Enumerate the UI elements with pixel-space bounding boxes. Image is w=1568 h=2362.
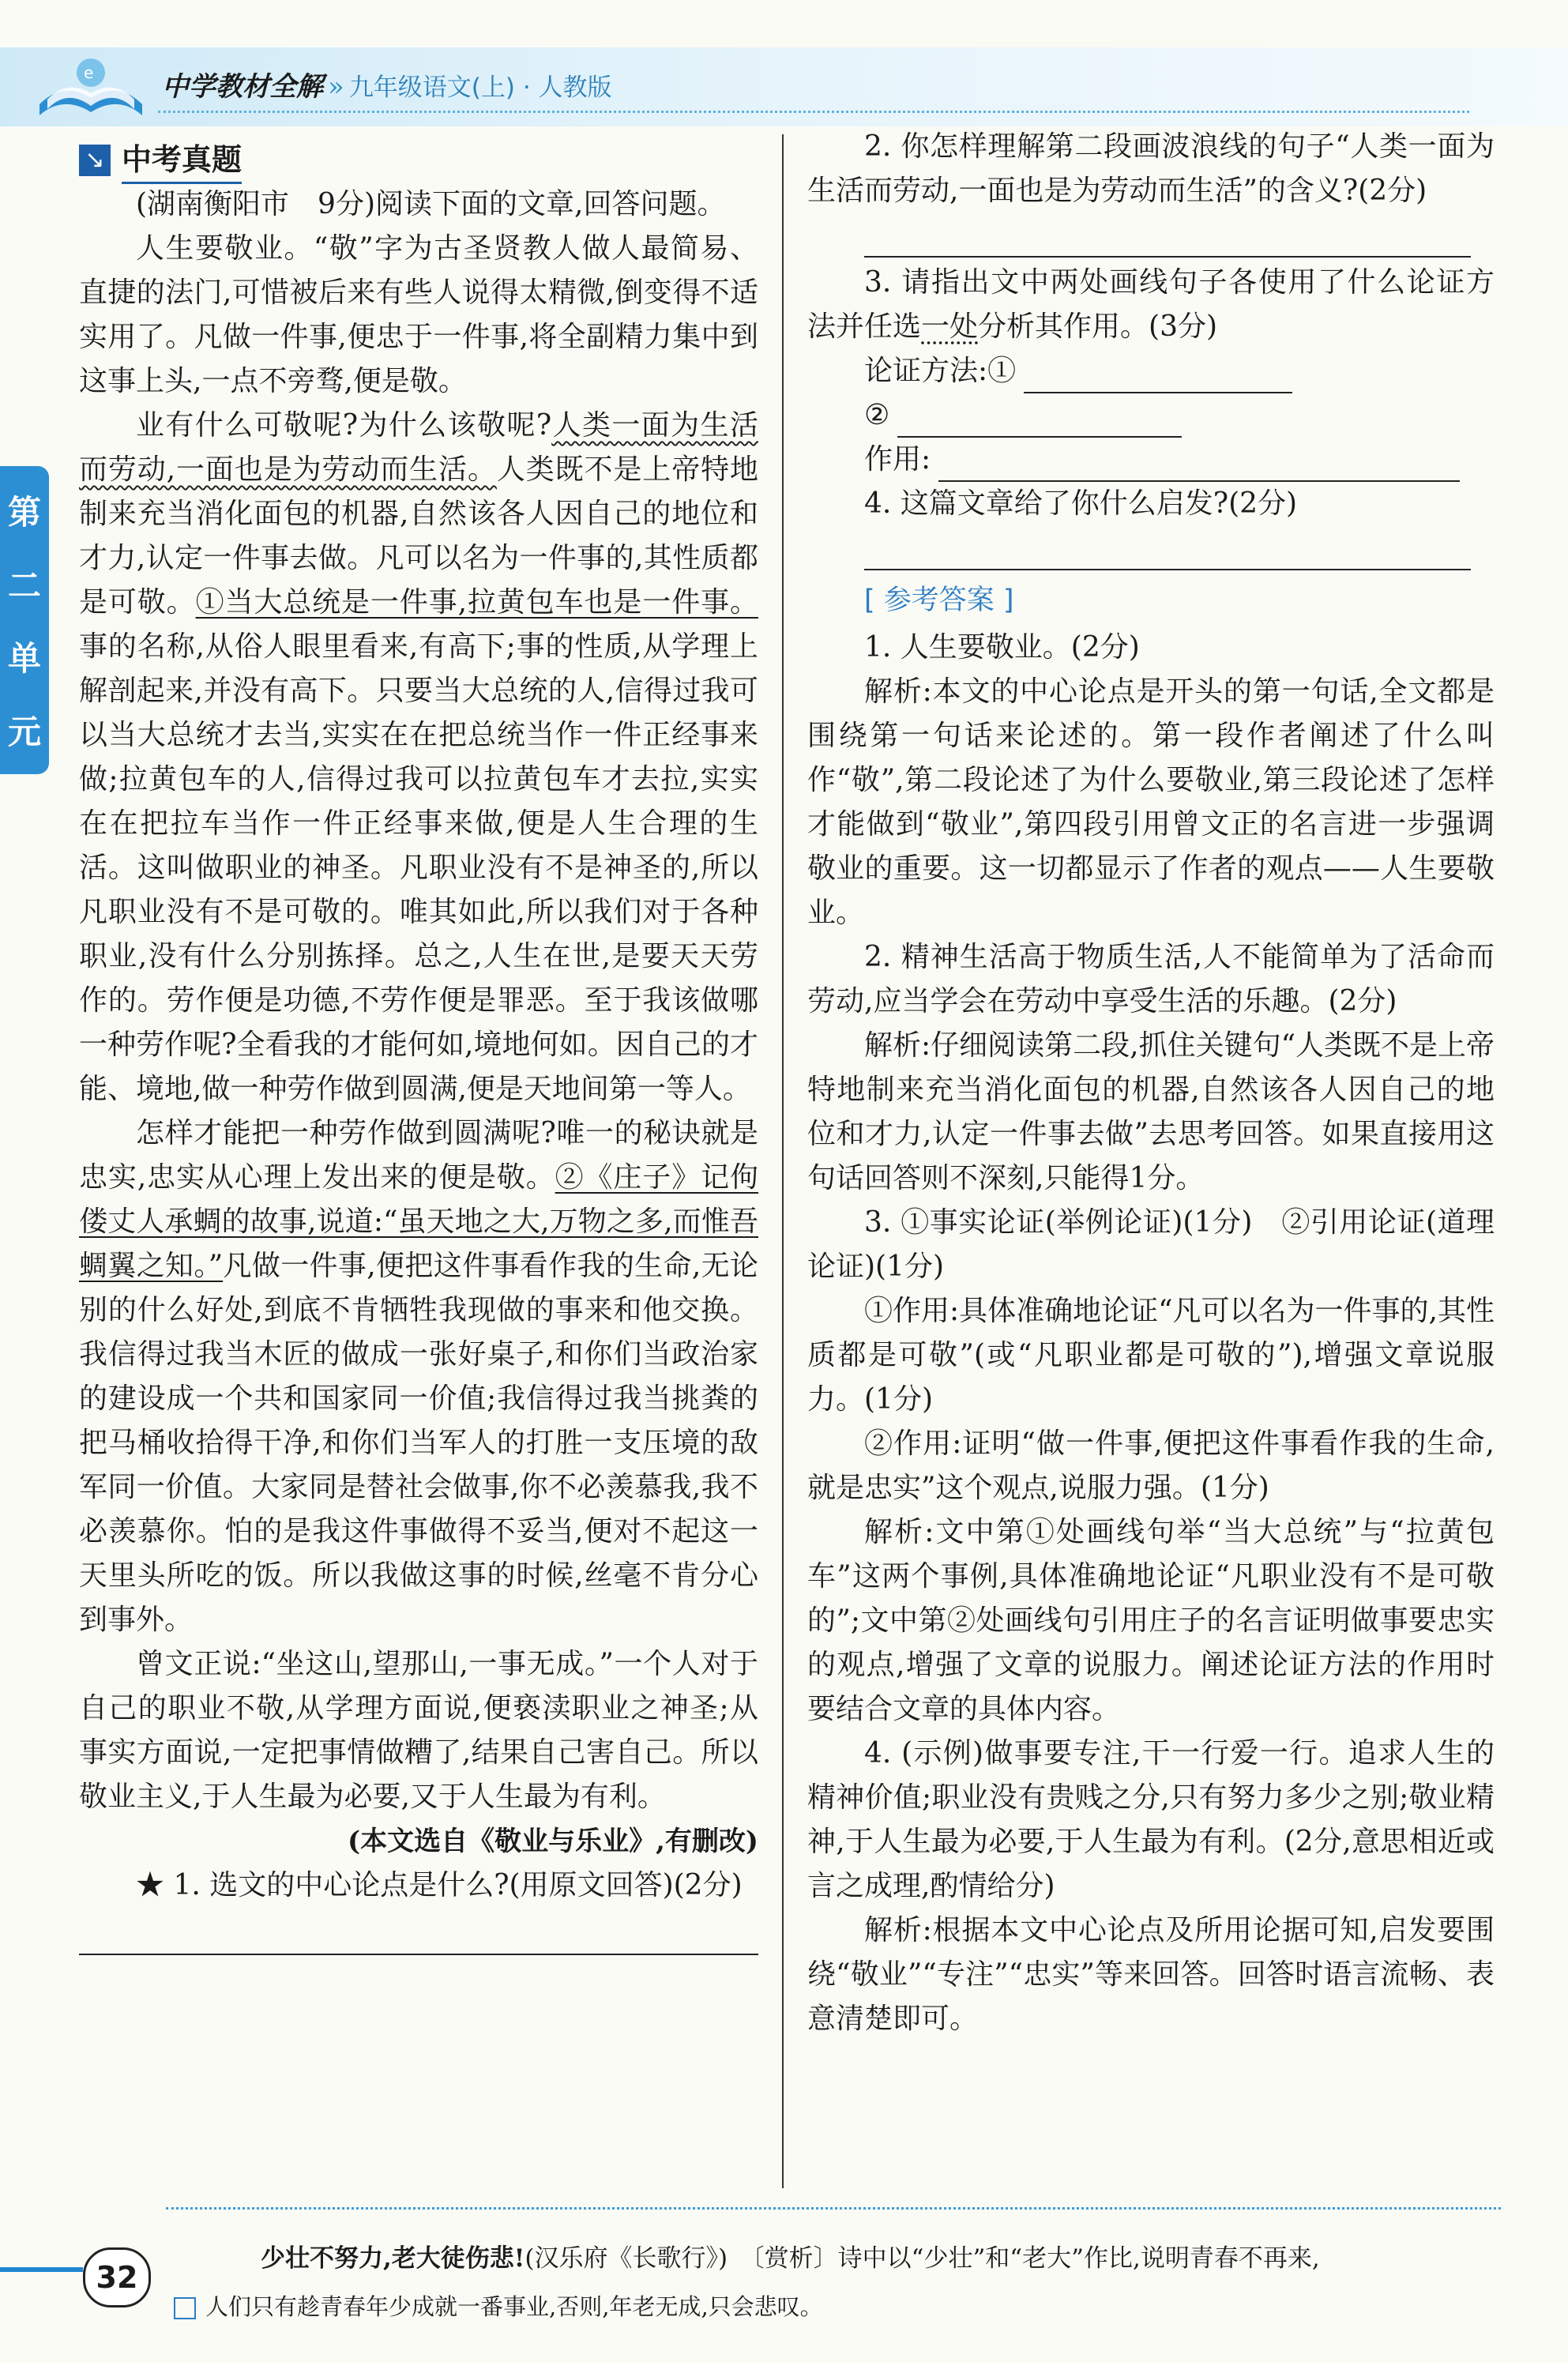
question-3: [807, 261, 1495, 349]
question-4: 4. 这篇文章给了你什么启发?(2分): [864, 487, 1298, 520]
exam-intro: (湖南衡阳市 9分)阅读下面的文章,回答问题。: [136, 188, 726, 220]
method-blank-1[interactable]: [1024, 357, 1292, 393]
effect-blank[interactable]: [938, 446, 1460, 482]
article-source: (本文选自《敬业与乐业》,有删改): [347, 1826, 758, 1857]
square-bullet-icon: [174, 2297, 196, 2319]
section-title: 中考真题: [122, 137, 242, 184]
answer-line[interactable]: [864, 213, 1471, 258]
method-row-2: [807, 393, 1495, 438]
answer-3-effect-2: ②作用:证明“做一件事,便把这件事看作我的生命,就是忠实”这个观点,说服力强。(1分): [807, 1427, 1495, 1504]
unit-tab-char: 单: [7, 639, 41, 679]
answer-1: 1. 人生要敬业。(2分): [864, 631, 1140, 664]
answer-line[interactable]: [79, 1911, 758, 1955]
underlined-sentence-1: ①当大总统是一件事,拉黄包车也是一件事。: [195, 586, 758, 619]
page-header: [0, 0, 1568, 134]
text-span: 人类既不是上帝特地制来充当消化面包的机器,自然该各人因自己的地位和才力,认定一件事去做。凡可以名为一件事的,其性质都是可敬。: [79, 453, 758, 619]
text-span: 事的名称,从俗人眼里看来,有高下;事的性质,从学理上解剖起来,并没有高下。只要当大总统的人,信得过我可以当大总统才去当,实实在在把总统当作一件正经事来做;拉黄包车的人,信得过我可以拉黄包车才去拉,实实在在把拉车当作一件正经事来做,便是人生合理的生活。这叫做职业的神圣。凡职业没有不是神圣的,所以凡职业没有不是可敬的。唯其如此,所以我们对于各种职业,没有什么分别拣择。总之,人生在世,是要天天劳作的。劳作便是功德,不劳作便是罪恶。至于我该做哪一种劳作呢?全看我的才能何如,境地何如。因自己的才能、境地,做一种劳作做到圆满,便是天地间第一等人。: [79, 630, 758, 1105]
footer-quote: 少壮不努力,老大徒伤悲!: [261, 2244, 525, 2273]
right-column: [807, 125, 1495, 2041]
question-2: 2. 你怎样理解第二段画波浪线的句子“人类一面为生活而劳动,一面也是为劳动而生活”的含义?(2分): [807, 130, 1495, 207]
text-span: 分析其作用。(3分): [978, 310, 1218, 343]
text-span: 怎样才能把一种劳作做到圆满呢?唯一的秘诀就是忠实,忠实从心理上发出来的便是敬。: [79, 1117, 758, 1194]
appreciation-text: 诗中以“少壮”和“老大”作比,说明青春不再来,: [837, 2244, 1320, 2273]
header-dotted-line: [158, 111, 1469, 113]
header-text: [162, 65, 612, 103]
svg-text:e: e: [84, 63, 94, 82]
arrow-icon: ↘: [79, 145, 111, 176]
method-blank-2[interactable]: [897, 401, 1182, 438]
method-row-1: [807, 349, 1495, 393]
effect-label: 作用:: [864, 443, 931, 476]
footer-quote-source: (汉乐府《长歌行》): [525, 2244, 728, 2273]
unit-tab-char: 元: [7, 712, 41, 751]
footer-note: 人们只有趁青春年少成就一番事业,否则,年老无成,只会悲叹。: [205, 2293, 823, 2320]
reference-answer-tag: [ 参考答案 ]: [864, 585, 1014, 616]
answer-2-analysis: 解析:仔细阅读第二段,抓住关键句“人类既不是上帝特地制来充当消化面包的机器,自然该各人因自己的地位和才力,认定一件事去做”去思考回答。如果直接用这句话回答则不深刻,只能得1分。: [807, 1029, 1495, 1194]
article-paragraph-1: 人生要敬业。“敬”字为古圣贤教人做人最简易、直捷的法门,可惜被后来有些人说得太精微,倒变得不适实用了。凡做一件事,便忠于一件事,将全副精力集中到这事上头,一点不旁骛,便是敬。: [79, 232, 758, 397]
effect-row: [807, 438, 1495, 482]
book-title: 中学教材全解: [162, 71, 323, 103]
footer-dotted-line: [166, 2207, 1501, 2210]
answer-3: 3. ①事实论证(举例论证)(1分) ②引用论证(道理论证)(1分): [807, 1206, 1495, 1283]
wavy-underlined-sentence: 人类一面为生活而劳动,一面也是为劳动而生活。: [79, 409, 758, 486]
method-label-1: 论证方法:①: [864, 355, 1017, 387]
footer-note-row: [174, 2289, 823, 2322]
unit-tab-char: 二: [7, 566, 41, 605]
footer-accent-bar: [0, 2267, 83, 2272]
unit-tab-char: 第: [7, 493, 41, 532]
answer-4-analysis: 解析:根据本文中心论点及所用论据可知,启发要围绕“敬业”“专注”“忠实”等来回答。回答时语言流畅、表意清楚即可。: [807, 1914, 1495, 2035]
text-span: 业有什么可敬呢?为什么该敬呢?: [136, 409, 552, 442]
appreciation-label: 〔赏析〕: [752, 2244, 838, 2273]
article-paragraph-4: 曾文正说:“坐这山,望那山,一事无成。”一个人对于自己的职业不敬,从学理方面说,便亵渎职业之神圣;从事实方面说,一定把事情做糟了,结果自己害自己。所以敬业主义,于人生最为必要,又于人生最为有利。: [79, 1648, 758, 1813]
article-paragraph-3: [79, 1111, 758, 1642]
answer-4: 4. (示例)做事要专注,干一行爱一行。追求人生的精神价值;职业没有贵贱之分,只有努力多少之别;敬业精神,于人生最为必要,于人生最为有利。(2分,意思相近或言之成理,酌情给分): [807, 1737, 1495, 1902]
unit-tab: [0, 466, 49, 774]
text-span: 凡做一件事,便把这件事看作我的生命,无论别的什么好处,到底不肯牺牲我现做的事来和他交换。我信得过我当木匠的做成一张好桌子,和你们当政治家的建设成一个共和国家同一价值;我信得过我当挑粪的把马桶收拾得干净,和你们当军人的打胜一支压境的敌军同一价值。大家同是替社会做事,你不必羡慕我,我不必羡慕你。怕的是我这件事做得不妥当,便对不起这一天里头所吃的饭。所以我做这事的时候,丝毫不肯分心到事外。: [79, 1250, 759, 1636]
answer-line[interactable]: [864, 526, 1471, 570]
emphasized-text: 一处: [921, 310, 979, 343]
section-heading: [79, 138, 758, 182]
footer-quote-row: [261, 2238, 1320, 2274]
book-subtitle: 九年级语文(上) · 人教版: [348, 73, 612, 102]
text-span: 3. 请指出文中两处画线句子各使用了什么论证方法并任选: [807, 266, 1495, 343]
header-arrow-icon: »: [328, 71, 344, 103]
article-paragraph-2: [79, 404, 758, 1111]
column-divider: [782, 134, 784, 2188]
left-column: [79, 138, 758, 1958]
underlined-sentence-2: ②《庄子》记佝偻丈人承蜩的故事,说道:“虽天地之大,万物之多,而惟吾蜩翼之知。”: [79, 1161, 758, 1282]
answer-1-analysis: 解析:本文的中心论点是开头的第一句话,全文都是围绕第一句话来论述的。第一段作者阐述了什么叫作“敬”,第二段论述了为什么要敬业,第三段论述了怎样才能做到“敬业”,第四段引用曾文正的名言进一步强调敬业的重要。这一切都显示了作者的观点——人生要敬业。: [807, 675, 1495, 929]
method-label-2: ②: [864, 399, 890, 431]
question-1: ★ 1. 选文的中心论点是什么?(用原文回答)(2分): [136, 1869, 743, 1901]
answer-2: 2. 精神生活高于物质生活,人不能简单为了活命而劳动,应当学会在劳动中享受生活的乐趣。(2分): [807, 941, 1495, 1017]
book-logo-icon: [32, 49, 150, 125]
page-number: 32: [83, 2247, 151, 2307]
answer-3-analysis: 解析:文中第①处画线句举“当大总统”与“拉黄包车”这两个事例,具体准确地论证“凡职业没有不是可敬的”;文中第②处画线句引用庄子的名言证明做事要忠实的观点,增强了文章的说服力。阐述论证方法的作用时要结合文章的具体内容。: [807, 1516, 1495, 1725]
answer-3-effect-1: ①作用:具体准确地论证“凡可以名为一件事的,其性质都是可敬”(或“凡职业都是可敬的”),增强文章说服力。(1分): [807, 1295, 1495, 1416]
page-footer: [0, 2172, 1568, 2362]
